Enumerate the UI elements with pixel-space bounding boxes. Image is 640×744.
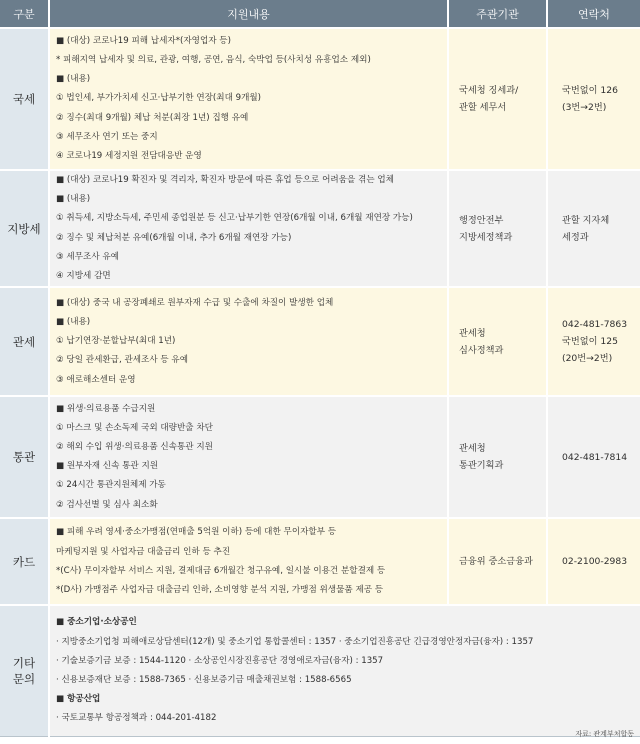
table-row <box>0 518 640 605</box>
content-line: ■ (대상) 코로나19 피해 납세자*(자영업자 등) <box>56 35 231 46</box>
content-line: ③ 세무조사 연기 또는 중지 <box>56 131 158 142</box>
row-agency <box>448 396 547 518</box>
row-content <box>49 518 448 605</box>
agency-line: 통관기획과 <box>459 460 504 472</box>
contact-line: (3번→2번) <box>562 102 607 113</box>
row-category: 기타 문의 <box>0 605 49 736</box>
contact-line: 국번없이 125 <box>562 336 618 348</box>
row-content <box>49 605 640 736</box>
contact-line: 관할 지자체 <box>562 214 610 226</box>
content-line: ■ 피해 우려 영세·중소가맹점(연매출 5억원 이하) 등에 대한 무이자할부 등 <box>56 527 337 538</box>
content-line: *(C사) 무이자할부 서비스 지원, 결제대금 6개월간 청구유예, 일시불 이용건 분할결제 등 <box>56 565 386 576</box>
content-line: * 피해지역 납세자 및 의료, 관광, 여행, 공연, 음식, 숙박업 등(사치성 유흥업소 제외) <box>56 54 371 65</box>
table-row <box>0 605 640 736</box>
content-line: 마케팅지원 및 사업자금 대출금리 인하 등 추진 <box>56 546 231 557</box>
row-contact <box>547 28 640 170</box>
header-category: 구분 <box>0 0 49 28</box>
contact-line: 02-2100-2983 <box>562 556 628 568</box>
table-header-row <box>0 0 640 28</box>
row-contact <box>547 396 640 518</box>
contact-line: 042-481-7863 <box>562 319 628 331</box>
content-line: ■ (대상) 중국 내 공장폐쇄로 원부자재 수급 및 수출에 차질이 발생한 업체 <box>56 297 334 308</box>
content-line: ② 징수(최대 9개월) 체납 처분(최장 1년) 집행 유예 <box>56 112 249 123</box>
header-content: 지원내용 <box>49 0 448 28</box>
table-row <box>0 170 640 287</box>
row-category: 통관 <box>0 396 49 518</box>
row-content <box>49 170 448 287</box>
row-category: 국세 <box>0 28 49 170</box>
row-contact <box>547 287 640 396</box>
content-line: ③ 세무조사 유예 <box>56 251 119 262</box>
content-line: · 신용보증재단 보증 : 1588-7365 · 신용보증기금 매출채권보험 : 1588-6565 <box>56 674 352 685</box>
content-line: ② 해외 수입 위생·의료용품 신속통관 지원 <box>56 442 213 453</box>
content-line: · 지방중소기업청 피해애로상담센터(12개) 및 중소기업 통합콜센터 : 1357 · 중소기업진흥공단 긴급경영안정자금(융자) : 1357 <box>56 636 534 647</box>
content-line: ■ 중소기업·소상공인 <box>56 617 137 628</box>
content-line: · 국토교통부 항공정책과 : 044-201-4182 <box>56 713 217 724</box>
row-agency <box>448 518 547 605</box>
content-line: ④ 코로나19 세정지원 전담대응반 운영 <box>56 151 202 161</box>
contact-line: (20번→2번) <box>562 353 613 365</box>
source-note: 자료: 관계부처합동 <box>575 730 634 738</box>
content-line: ① 취득세, 지방소득세, 주민세 종업원분 등 신고·납부기한 연장(6개월 이내, 6개월 재연장 가능) <box>56 213 413 224</box>
row-category: 지방세 <box>0 170 49 287</box>
contact-line: 세정과 <box>562 231 589 243</box>
content-line: ② 당일 관세환급, 관세조사 등 유예 <box>56 355 189 366</box>
content-line: ■ (내용) <box>56 74 91 85</box>
row-contact <box>547 518 640 605</box>
content-line: · 기술보증기금 보증 : 1544-1120 · 소상공인시장진흥공단 경영애로자금(융자) : 1357 <box>56 655 384 666</box>
header-agency: 주관기관 <box>448 0 547 28</box>
row-contact <box>547 170 640 287</box>
content-line: ④ 지방세 감면 <box>56 271 111 282</box>
agency-line: 지방세정책과 <box>459 231 513 243</box>
agency-line: 관세청 <box>459 443 486 455</box>
table-row <box>0 28 640 170</box>
content-line: ■ (대상) 코로나19 확진자 및 격리자, 확진자 방문에 따른 휴업 등으로 어려움을 겪는 업체 <box>56 175 394 185</box>
row-agency <box>448 287 547 396</box>
content-line: ■ 항공산업 <box>56 694 101 705</box>
content-line: *(D사) 가맹점주 사업자금 대출금리 인하, 소비영향 분석 지원, 가맹점 위생물품 제공 등 <box>56 584 384 595</box>
content-line: ■ 원부자재 신속 통관 지원 <box>56 461 159 472</box>
content-line: ① 24시간 통관지원체제 가동 <box>56 480 166 491</box>
row-agency <box>448 28 547 170</box>
agency-line: 행정안전부 <box>459 214 504 226</box>
contact-line: 042-481-7814 <box>562 451 628 463</box>
agency-line: 관할 세무서 <box>459 102 507 113</box>
agency-line: 금융위 중소금융과 <box>459 556 533 568</box>
content-line: ■ (내용) <box>56 316 91 327</box>
row-category: 관세 <box>0 287 49 396</box>
agency-line: 국세청 징세과/ <box>459 85 519 96</box>
header-contact: 연락처 <box>547 0 640 28</box>
row-content <box>49 287 448 396</box>
content-line: ① 법인세, 부가가치세 신고·납부기한 연장(최대 9개월) <box>56 93 262 104</box>
content-line: ■ (내용) <box>56 194 91 205</box>
content-line: ■ 위생·의료용품 수급지원 <box>56 403 156 414</box>
content-line: ① 마스크 및 손소독제 국외 대량반출 차단 <box>56 422 213 433</box>
row-category: 카드 <box>0 518 49 605</box>
table-row <box>0 396 640 518</box>
content-line: ② 징수 및 체납처분 유예(6개월 이내, 추가 6개월 재연장 가능) <box>56 232 292 243</box>
row-content <box>49 396 448 518</box>
content-line: ② 검사선별 및 심사 최소화 <box>56 499 158 510</box>
row-content <box>49 28 448 170</box>
table-body <box>0 28 640 736</box>
agency-line: 관세청 <box>459 327 486 339</box>
table-row <box>0 287 640 396</box>
contact-line: 국번없이 126 <box>562 85 618 96</box>
content-line: ① 납기연장·분할납부(최대 1년) <box>56 336 176 347</box>
row-agency <box>448 170 547 287</box>
content-line: ③ 애로해소센터 운영 <box>56 374 136 385</box>
agency-line: 심사정책과 <box>459 344 504 356</box>
